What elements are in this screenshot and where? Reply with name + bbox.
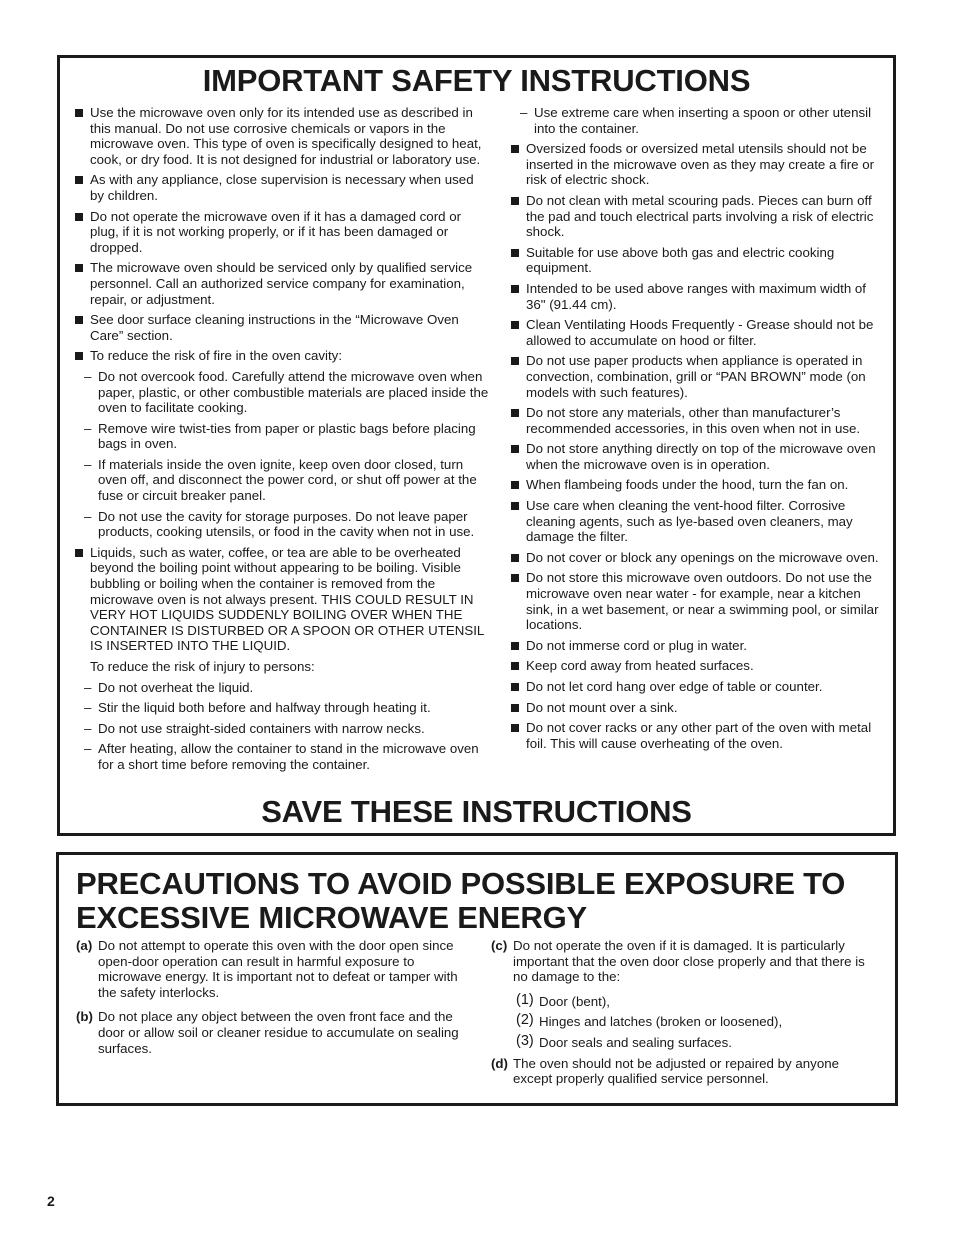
precautions-box [56,852,898,1106]
dash-marker: – [84,368,92,384]
dash-marker: – [84,420,92,436]
bullet-item: When flambeing foods under the hood, turn the fan on. [511,477,883,493]
dash-subitem-text: Do not use straight-sided containers with narrow necks. [98,720,425,736]
numbered-marker: (3) [516,1032,534,1049]
dash-subitem-text: Stir the liquid both before and halfway through heating it. [98,700,431,716]
dash-subitem [75,457,490,504]
lettered-marker: (c) [491,938,508,953]
precautions-right-column [491,938,881,1096]
numbered-item [491,1032,881,1051]
safety-instructions-box [57,55,896,836]
bullet-item: The microwave oven should be serviced only by qualified service personnel. Call an authorized service company for examination, repair, or adjustment. [75,260,490,307]
dash-subitem [75,700,490,716]
dash-subitem [511,105,883,136]
safety-title: IMPORTANT SAFETY INSTRUCTIONS [202,63,751,98]
lettered-item [76,1009,461,1056]
numbered-item-text: Door seals and sealing surfaces. [539,1034,732,1050]
bullet-item: Do not use paper products when appliance is operated in convection, combination, grill or “PAN BROWN” mode (on models with such features). [511,353,883,400]
bullet-item: Do not mount over a sink. [511,700,883,716]
lettered-item-text: Do not operate the oven if it is damaged. It is particularly important that the oven door close properly and that there is no damage to the: [513,938,865,985]
dash-subitem [75,741,490,772]
safety-left-column [75,105,490,778]
numbered-item [491,1014,881,1030]
bullet-item: Do not immerse cord or plug in water. [511,638,883,654]
lettered-marker: (d) [491,1055,508,1071]
plain-paragraph: To reduce the risk of injury to persons: [90,659,315,674]
lettered-item [491,1056,881,1087]
dash-subitem [75,680,490,696]
bullet-item: Do not store this microwave oven outdoors. Do not use the microwave oven near water - for example, near a kitchen sink, in a wet basement, or near a swimming pool, or similar locations. [511,570,883,632]
numbered-marker: (1) [516,991,534,1008]
bullet-item: Suitable for use above both gas and electric cooking equipment. [511,245,883,276]
dash-subitem [75,721,490,737]
dash-marker: – [520,105,528,120]
dash-subitem-text: Do not overheat the liquid. [98,679,254,695]
dash-subitem-text: Do not use the cavity for storage purposes. Do not leave paper products, cooking utensils, or food in the cavity when not in use. [98,508,475,540]
bullet-item: Clean Ventilating Hoods Frequently - Grease should not be allowed to accumulate on hood or filter. [511,317,883,348]
dash-marker: – [84,679,92,695]
numbered-item [491,991,881,1010]
dash-marker: – [84,508,92,524]
safety-right-column [511,105,883,756]
bullet-item: Do not cover racks or any other part of the oven with metal foil. This will cause overheating of the oven. [511,720,883,751]
dash-marker: – [84,720,92,736]
dash-subitem-text: After heating, allow the container to stand in the microwave oven for a short time before removing the container. [98,741,479,772]
save-instructions-title: SAVE THESE INSTRUCTIONS [261,794,692,829]
bullet-item: Oversized foods or oversized metal utensils should not be inserted in the microwave oven as they may create a fire or risk of electric shock. [511,141,883,188]
dash-marker: – [84,741,92,757]
numbered-item-text: Hinges and latches (broken or loosened), [539,1014,783,1030]
dash-subitem-text: Remove wire twist-ties from paper or plastic bags before placing bags in oven. [98,420,476,452]
bullet-item: Do not clean with metal scouring pads. Pieces can burn off the pad and touch electrical parts involving a risk of electric shock. [511,193,883,240]
dash-marker: – [84,456,92,472]
dash-subitem-text: If materials inside the oven ignite, keep oven door closed, turn oven off, and disconnect the power cord, or shut off power at the fuse or circuit breaker panel. [98,456,477,504]
bullet-item: Intended to be used above ranges with maximum width of 36" (91.44 cm). [511,281,883,312]
page-number: 2 [47,1193,55,1209]
lettered-item [491,938,881,985]
bullet-item: Do not operate the microwave oven if it has a damaged cord or plug, if it is not working properly, or if it has been damaged or dropped. [75,209,490,256]
bullet-item: Keep cord away from heated surfaces. [511,658,883,674]
dash-subitem [75,509,490,540]
lettered-marker: (a) [76,938,93,953]
bullet-item: Do not let cord hang over edge of table or counter. [511,679,883,695]
bullet-item: Use care when cleaning the vent-hood filter. Corrosive cleaning agents, such as lye-based oven cleaners, may damage the filter. [511,498,883,545]
dash-subitem [75,421,490,452]
bullet-item: Use the microwave oven only for its intended use as described in this manual. Do not use corrosive chemicals or vapors in the microwave oven. This type of oven is specifically designed to heat, cook, or dry food. It is not designed for industrial or laboratory use. [75,105,490,167]
lettered-item-text: Do not attempt to operate this oven with the door open since open-door operation can result in harmful exposure to microwave energy. It is important not to defeat or tamper with the safety interlocks. [98,938,458,1000]
dash-subitem-text: Do not overcook food. Carefully attend the microwave oven when paper, plastic, or other combustible materials are placed inside the oven to facilitate cooking. [98,368,489,416]
dash-marker: – [84,700,92,716]
dash-subitem-text: Use extreme care when inserting a spoon or other utensil into the container. [534,105,872,136]
precautions-title: PRECAUTIONS TO AVOID POSSIBLE EXPOSURE TO EXCESSIVE MICROWAVE ENERGY [76,866,846,935]
bullet-item: As with any appliance, close supervision is necessary when used by children. [75,172,490,203]
bullet-item: Liquids, such as water, coffee, or tea are able to be overheated beyond the boiling point without appearing to be boiling. Visible bubbling or boiling when the container is removed from the microwave oven is not always present. THIS COULD RESULT IN VERY HOT LIQUIDS SUDDENLY BOILING OVER WHEN THE CONTAINER IS DISTURBED OR A SPOON OR OTHER UTENSIL IS INSERTED INTO THE LIQUID. [75,545,490,654]
bullet-item: Do not store any materials, other than manufacturer’s recommended accessories, in this oven when not in use. [511,405,883,436]
bullet-item: To reduce the risk of fire in the oven cavity: [75,348,490,364]
dash-subitem [75,369,490,416]
lettered-item-text: Do not place any object between the oven front face and the door or allow soil or cleaner residue to accumulate on sealing surfaces. [98,1009,459,1056]
lettered-item-text: The oven should not be adjusted or repaired by anyone except properly qualified service personnel. [513,1055,840,1087]
lettered-marker: (b) [76,1009,93,1025]
bullet-item: See door surface cleaning instructions in the “Microwave Oven Care” section. [75,312,490,343]
lettered-item [76,938,461,1000]
numbered-marker: (2) [516,1012,534,1029]
bullet-item: Do not cover or block any openings on the microwave oven. [511,550,883,566]
numbered-item-text: Door (bent), [539,993,610,1009]
precautions-left-column [76,938,461,1065]
bullet-item: Do not store anything directly on top of the microwave oven when the microwave oven is in operation. [511,441,883,472]
